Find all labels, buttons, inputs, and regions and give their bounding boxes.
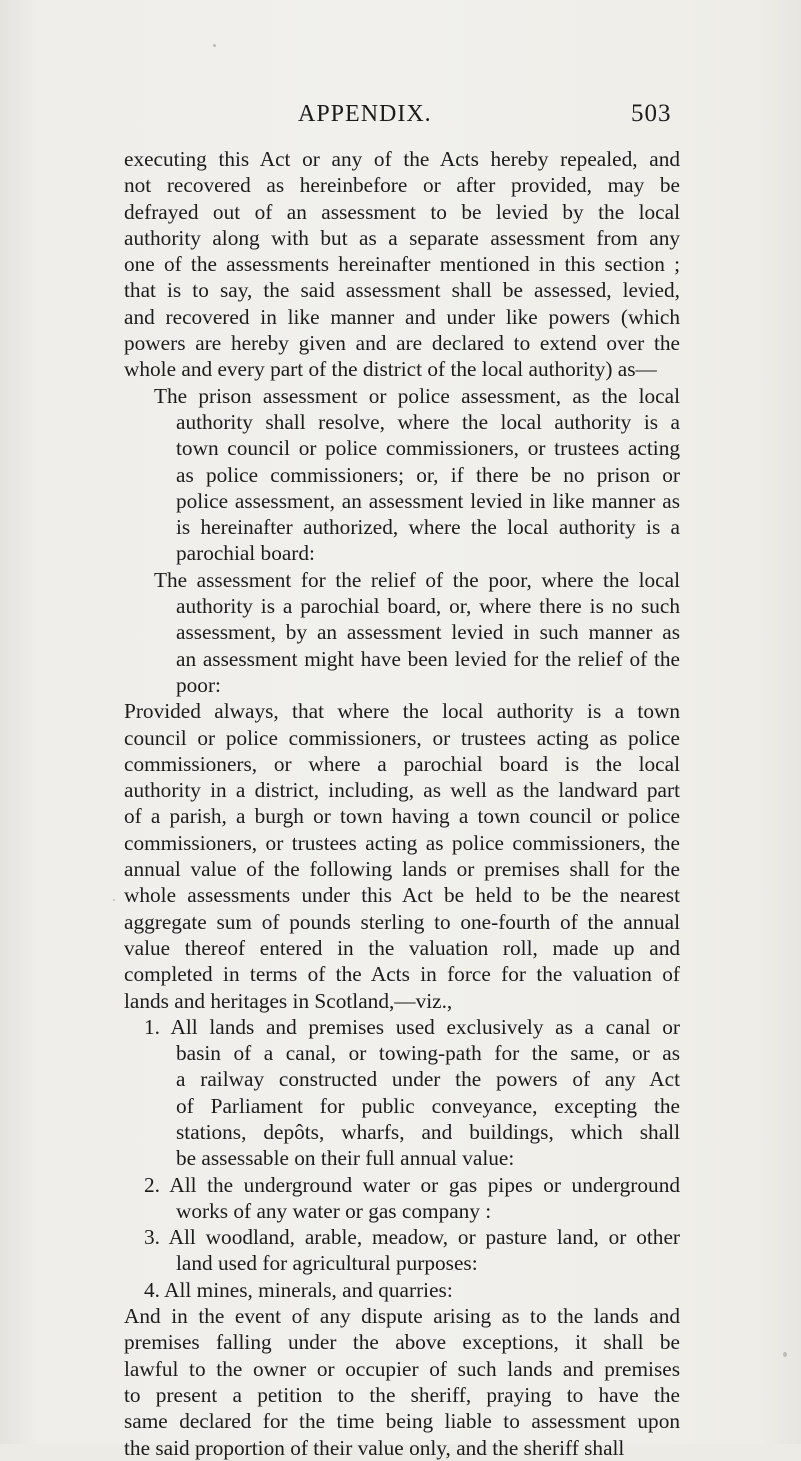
text-line: police assessment, an assessment levied in like manner as bbox=[176, 488, 680, 513]
text-line: commissioners, or trustees acting as police commissioners, the bbox=[124, 830, 680, 855]
text-line: And in the event of any dispute arising as to the lands and bbox=[124, 1304, 680, 1329]
text-line: works of any water or gas company : bbox=[176, 1198, 492, 1223]
text-line: parochial board: bbox=[176, 541, 315, 566]
text-line: poor: bbox=[176, 672, 221, 697]
paragraph bbox=[124, 146, 680, 383]
text-line: a railway constructed under the powers of any Act bbox=[176, 1067, 680, 1092]
text-line: aggregate sum of pounds sterling to one-fourth of the annual bbox=[124, 909, 680, 934]
text-line: to present a petition to the sheriff, praying to have the bbox=[124, 1382, 680, 1407]
paragraph bbox=[124, 1277, 680, 1303]
text-line: assessment, by an assessment levied in such manner as bbox=[176, 620, 680, 645]
text-line: defrayed out of an assessment to be levied by the local bbox=[124, 199, 680, 224]
text-line: same declared for the time being liable to assessment upon bbox=[124, 1409, 680, 1434]
paragraph bbox=[124, 567, 680, 698]
paragraph bbox=[124, 1014, 680, 1172]
page-header bbox=[0, 96, 801, 132]
text-line: executing this Act or any of the Acts hereby repealed, and bbox=[124, 147, 680, 171]
paragraph bbox=[124, 1224, 680, 1277]
text-line: as police commissioners; or, if there be no prison or bbox=[176, 462, 680, 487]
text-line: The assessment for the relief of the poor, where the local bbox=[154, 567, 680, 592]
text-line: authority in a district, including, as well as the landward part bbox=[124, 778, 680, 803]
text-line: be assessable on their full annual value: bbox=[176, 1146, 515, 1171]
page-number: 503 bbox=[631, 100, 672, 127]
text-line: that is to say, the said assessment shall be assessed, levied, bbox=[124, 278, 680, 303]
text-line: 1. All lands and premises used exclusively as a canal or bbox=[144, 1014, 680, 1039]
text-line: one of the assessments hereinafter mentioned in this section ; bbox=[124, 252, 680, 277]
paper-speck bbox=[113, 899, 115, 901]
text-line: land used for agricultural purposes: bbox=[176, 1251, 478, 1276]
text-line: and recovered in like manner and under like powers (which bbox=[124, 304, 680, 329]
text-line: commissioners, or where a parochial board is the local bbox=[124, 751, 680, 776]
paper-speck bbox=[783, 1352, 787, 1357]
text-line: council or police commissioners, or trustees acting as police bbox=[124, 725, 680, 750]
text-line: town council or police commissioners, or trustees acting bbox=[176, 436, 680, 461]
text-line: completed in terms of the Acts in force for the valuation of bbox=[124, 962, 680, 987]
text-line: value thereof entered in the valuation roll, made up and bbox=[124, 935, 680, 960]
body-text bbox=[124, 146, 680, 1461]
text-line: authority is a parochial board, or, where there is no such bbox=[176, 594, 680, 619]
paragraph bbox=[124, 1172, 680, 1225]
text-line: basin of a canal, or towing-path for the same, or as bbox=[176, 1041, 680, 1066]
text-line: lawful to the owner or occupier of such lands and premises bbox=[124, 1356, 680, 1381]
text-line: The prison assessment or police assessment, as the local bbox=[154, 383, 680, 408]
text-line: Provided always, that where the local authority is a town bbox=[124, 699, 680, 724]
text-line: 2. All the underground water or gas pipes or underground bbox=[144, 1172, 680, 1197]
text-line: not recovered as hereinbefore or after provided, may be bbox=[124, 173, 680, 198]
text-line: authority along with but as a separate assessment from any bbox=[124, 225, 680, 250]
text-line: of Parliament for public conveyance, excepting the bbox=[176, 1093, 680, 1118]
paragraph bbox=[124, 383, 680, 567]
text-line: whole and every part of the district of the local authority) as— bbox=[124, 357, 657, 382]
text-line: is hereinafter authorized, where the local authority is a bbox=[176, 515, 680, 540]
text-line: of a parish, a burgh or town having a town council or police bbox=[124, 804, 680, 829]
text-line: stations, depôts, wharfs, and buildings, which shall bbox=[176, 1119, 680, 1144]
text-line: whole assessments under this Act be held to be the nearest bbox=[124, 883, 680, 908]
text-line: authority shall resolve, where the local authority is a bbox=[176, 409, 680, 434]
paragraph bbox=[124, 1303, 680, 1461]
text-line: lands and heritages in Scotland,—viz., bbox=[124, 988, 453, 1013]
text-line: an assessment might have been levied for the relief of the bbox=[176, 646, 680, 671]
text-line: premises falling under the above exceptions, it shall be bbox=[124, 1330, 680, 1355]
text-line: powers are hereby given and are declared to extend over the bbox=[124, 331, 680, 356]
text-line: the said proportion of their value only, and the sheriff shall bbox=[124, 1435, 625, 1460]
text-line: annual value of the following lands or premises shall for the bbox=[124, 857, 680, 882]
running-head: APPENDIX. bbox=[298, 101, 432, 127]
text-line: 3. All woodland, arable, meadow, or pasture land, or other bbox=[144, 1225, 680, 1250]
paragraph bbox=[124, 698, 680, 1014]
paper-speck bbox=[213, 44, 216, 47]
text-line: 4. All mines, minerals, and quarries: bbox=[144, 1277, 453, 1302]
